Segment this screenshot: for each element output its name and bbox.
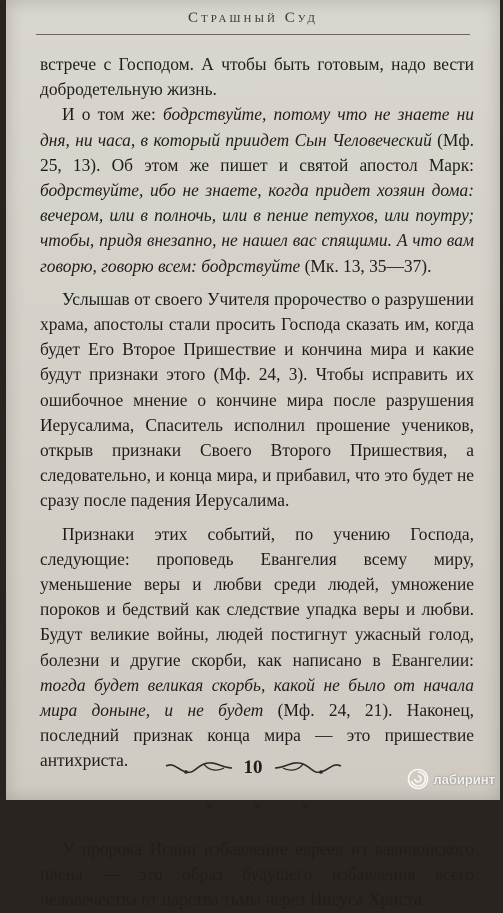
header-rule	[36, 34, 470, 35]
paragraph	[40, 522, 474, 774]
closing-paragraph	[40, 837, 474, 913]
paragraph	[40, 287, 474, 514]
text-segment: Услышав от своего Учителя пророчество о разрушении храма, апостолы стали просить Господа сказать им, когда будет Его Второе Пришествие и кончина мира и какие будут признаки этого (Мф. 24, 3). Чтобы исправить их ошибочное мнение о кончине мира после разрушения Иерусалима, Спаситель исполнил прошение учеников, открыв признаки Своего Второго Пришествия, а следовательно, и конца мира, и прибавил, что это будет не сразу после падения Иерусалима.	[40, 289, 474, 511]
section-separator: * * *	[40, 796, 474, 821]
text-segment: (Мф. 25, 13). Об этом же пишет и святой апостол Марк:	[40, 130, 474, 175]
running-header: Страшный Суд	[6, 10, 500, 27]
italic-quote-text: бодрствуйте, ибо не знаете, когда придет хозяин дома: вечером, или в полночь, или в пение петухов, или поутру; чтобы, придя внезапно, не нашел вас спящими. А что вам говорю, говорю всем: бодрствуйте	[40, 180, 474, 276]
paragraph	[40, 52, 474, 102]
text-segment: встрече с Господом. А чтобы быть готовым, надо вести добродетельную жизнь.	[40, 54, 474, 99]
left-ornament-icon	[164, 756, 234, 780]
text-segment: И о том же:	[62, 104, 163, 124]
watermark-text: лабиринт	[433, 772, 495, 787]
right-ornament-icon	[273, 756, 343, 780]
labyrinth-logo-icon	[407, 768, 429, 790]
text-segment: (Мф. 24, 21). Наконец, последний признак конца мира — это пришествие антихриста.	[40, 700, 474, 770]
text-segment: У пророка Исаии избавление евреев из вавилонского плена — это образ будущего избавления всего человечества от царства тьмы через Иисуса Христа.	[40, 839, 474, 909]
italic-quote-text: тогда будет великая скорбь, какой не было от начала мира доныне, и не будет	[40, 675, 474, 720]
watermark	[407, 768, 495, 790]
page-number: 10	[244, 757, 263, 779]
text-segment: Признаки этих событий, по учению Господа, следующие: проповедь Евангелия всему миру, уменьшение веры и любви среди людей, умножение пороков и бедствий как следствие упадка веры и любви. Будут великие войны, людей постигнут ужасный голод, болезни и другие скорби, как написано в Евангелии:	[40, 524, 474, 670]
paragraph	[40, 102, 474, 278]
book-page	[6, 0, 500, 800]
italic-quote-text: бодрствуйте, потому что не знаете ни дня, ни часа, в который приидет Сын Человеческий	[40, 104, 474, 149]
text-segment: (Мк. 13, 35—37).	[300, 256, 431, 276]
